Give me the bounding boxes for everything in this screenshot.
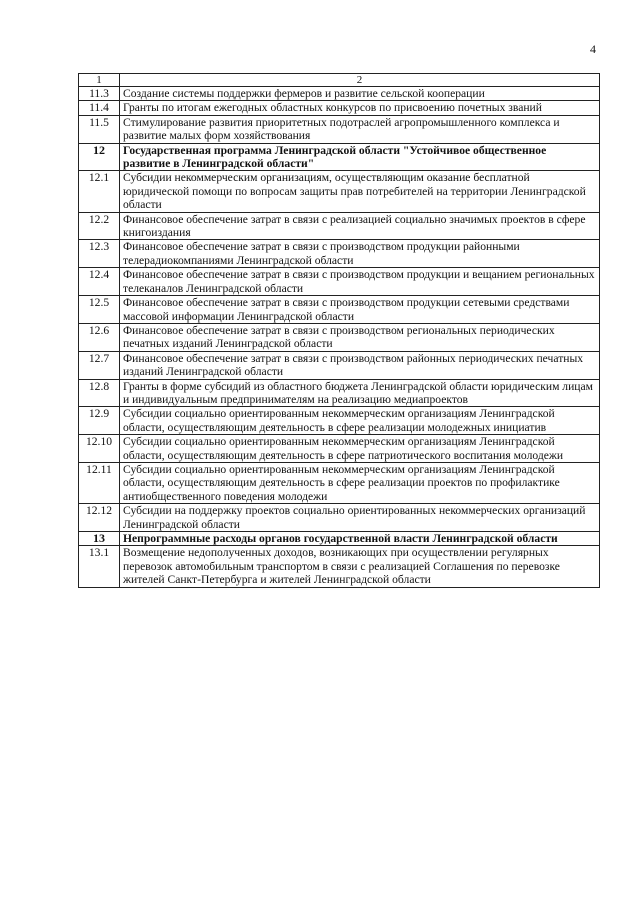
table-row: [79, 546, 600, 587]
row-text: Государственная программа Ленинградской области "Устойчивое общественное развитие в Ленинградской области": [120, 143, 600, 171]
row-number: 12: [79, 143, 120, 171]
row-text: Создание системы поддержки фермеров и развитие сельской кооперации: [120, 87, 600, 101]
table-row: [79, 171, 600, 212]
row-number: 12.1: [79, 171, 120, 212]
row-number: 12.2: [79, 212, 120, 240]
table-row: [79, 296, 600, 324]
row-text: Субсидии социально ориентированным некоммерческим организациям Ленинградской области, осуществляющим деятельность в сфере реализации молодежных инициатив: [120, 407, 600, 435]
row-number: 12.5: [79, 296, 120, 324]
table-row: [79, 212, 600, 240]
table-row: [79, 323, 600, 351]
row-text: Непрограммные расходы органов государственной власти Ленинградской области: [120, 532, 600, 546]
table-row: [79, 435, 600, 463]
row-text: Финансовое обеспечение затрат в связи с реализацией социально значимых проектов в сфере книгоиздания: [120, 212, 600, 240]
header-col-number: 1: [79, 74, 120, 87]
row-text: Финансовое обеспечение затрат в связи с производством продукции сетевыми средствами массовой информации Ленинградской области: [120, 296, 600, 324]
row-text: Гранты по итогам ежегодных областных конкурсов по присвоению почетных званий: [120, 101, 600, 115]
row-text: Финансовое обеспечение затрат в связи с производством продукции районными телерадиокомпаниями Ленинградской области: [120, 240, 600, 268]
table-row: [79, 462, 600, 503]
row-number: 12.10: [79, 435, 120, 463]
header-col-text: 2: [120, 74, 600, 87]
row-number: 11.5: [79, 115, 120, 143]
row-number: 11.3: [79, 87, 120, 101]
page-number: 4: [590, 42, 596, 56]
row-number: 13.1: [79, 546, 120, 587]
row-number: 13: [79, 532, 120, 546]
row-text: Субсидии социально ориентированным некоммерческим организациям Ленинградской области, осуществляющим деятельность в сфере реализации проектов по профилактике антиобщественного поведения молодежи: [120, 462, 600, 503]
table-body: [79, 74, 600, 588]
table-row: [79, 240, 600, 268]
row-number: 12.11: [79, 462, 120, 503]
row-text: Субсидии социально ориентированным некоммерческим организациям Ленинградской области, осуществляющим деятельность в сфере патриотического воспитания молодежи: [120, 435, 600, 463]
row-text: Субсидии некоммерческим организациям, осуществляющим оказание бесплатной юридической помощи по вопросам защиты прав потребителей на территории Ленинградской области: [120, 171, 600, 212]
row-number: 12.7: [79, 351, 120, 379]
row-text: Стимулирование развития приоритетных подотраслей агропромышленного комплекса и развитие малых форм хозяйствования: [120, 115, 600, 143]
table-row: [79, 532, 600, 546]
table-row: [79, 87, 600, 101]
row-number: 11.4: [79, 101, 120, 115]
table-row: [79, 143, 600, 171]
row-number: 12.6: [79, 323, 120, 351]
table-row: [79, 101, 600, 115]
row-text: Гранты в форме субсидий из областного бюджета Ленинградской области юридическим лицам и индивидуальным предпринимателям на реализацию медиапроектов: [120, 379, 600, 407]
table-row: [79, 268, 600, 296]
table-header-row: [79, 74, 600, 87]
table-row: [79, 407, 600, 435]
row-text: Субсидии на поддержку проектов социально ориентированных некоммерческих организаций Ленинградской области: [120, 504, 600, 532]
table-row: [79, 115, 600, 143]
table-row: [79, 379, 600, 407]
table-row: [79, 351, 600, 379]
row-number: 12.4: [79, 268, 120, 296]
row-number: 12.8: [79, 379, 120, 407]
table-row: [79, 504, 600, 532]
row-text: Финансовое обеспечение затрат в связи с производством региональных периодических печатных изданий Ленинградской области: [120, 323, 600, 351]
row-number: 12.9: [79, 407, 120, 435]
row-text: Финансовое обеспечение затрат в связи с производством продукции и вещанием региональных телеканалов Ленинградской области: [120, 268, 600, 296]
document-table: [78, 73, 600, 588]
row-number: 12.3: [79, 240, 120, 268]
row-text: Возмещение недополученных доходов, возникающих при осуществлении регулярных перевозок автомобильным транспортом в связи с реализацией Соглашения по перевозке жителей Санкт-Петербурга и жителей Ленинградской области: [120, 546, 600, 587]
row-text: Финансовое обеспечение затрат в связи с производством районных периодических печатных изданий Ленинградской области: [120, 351, 600, 379]
row-number: 12.12: [79, 504, 120, 532]
